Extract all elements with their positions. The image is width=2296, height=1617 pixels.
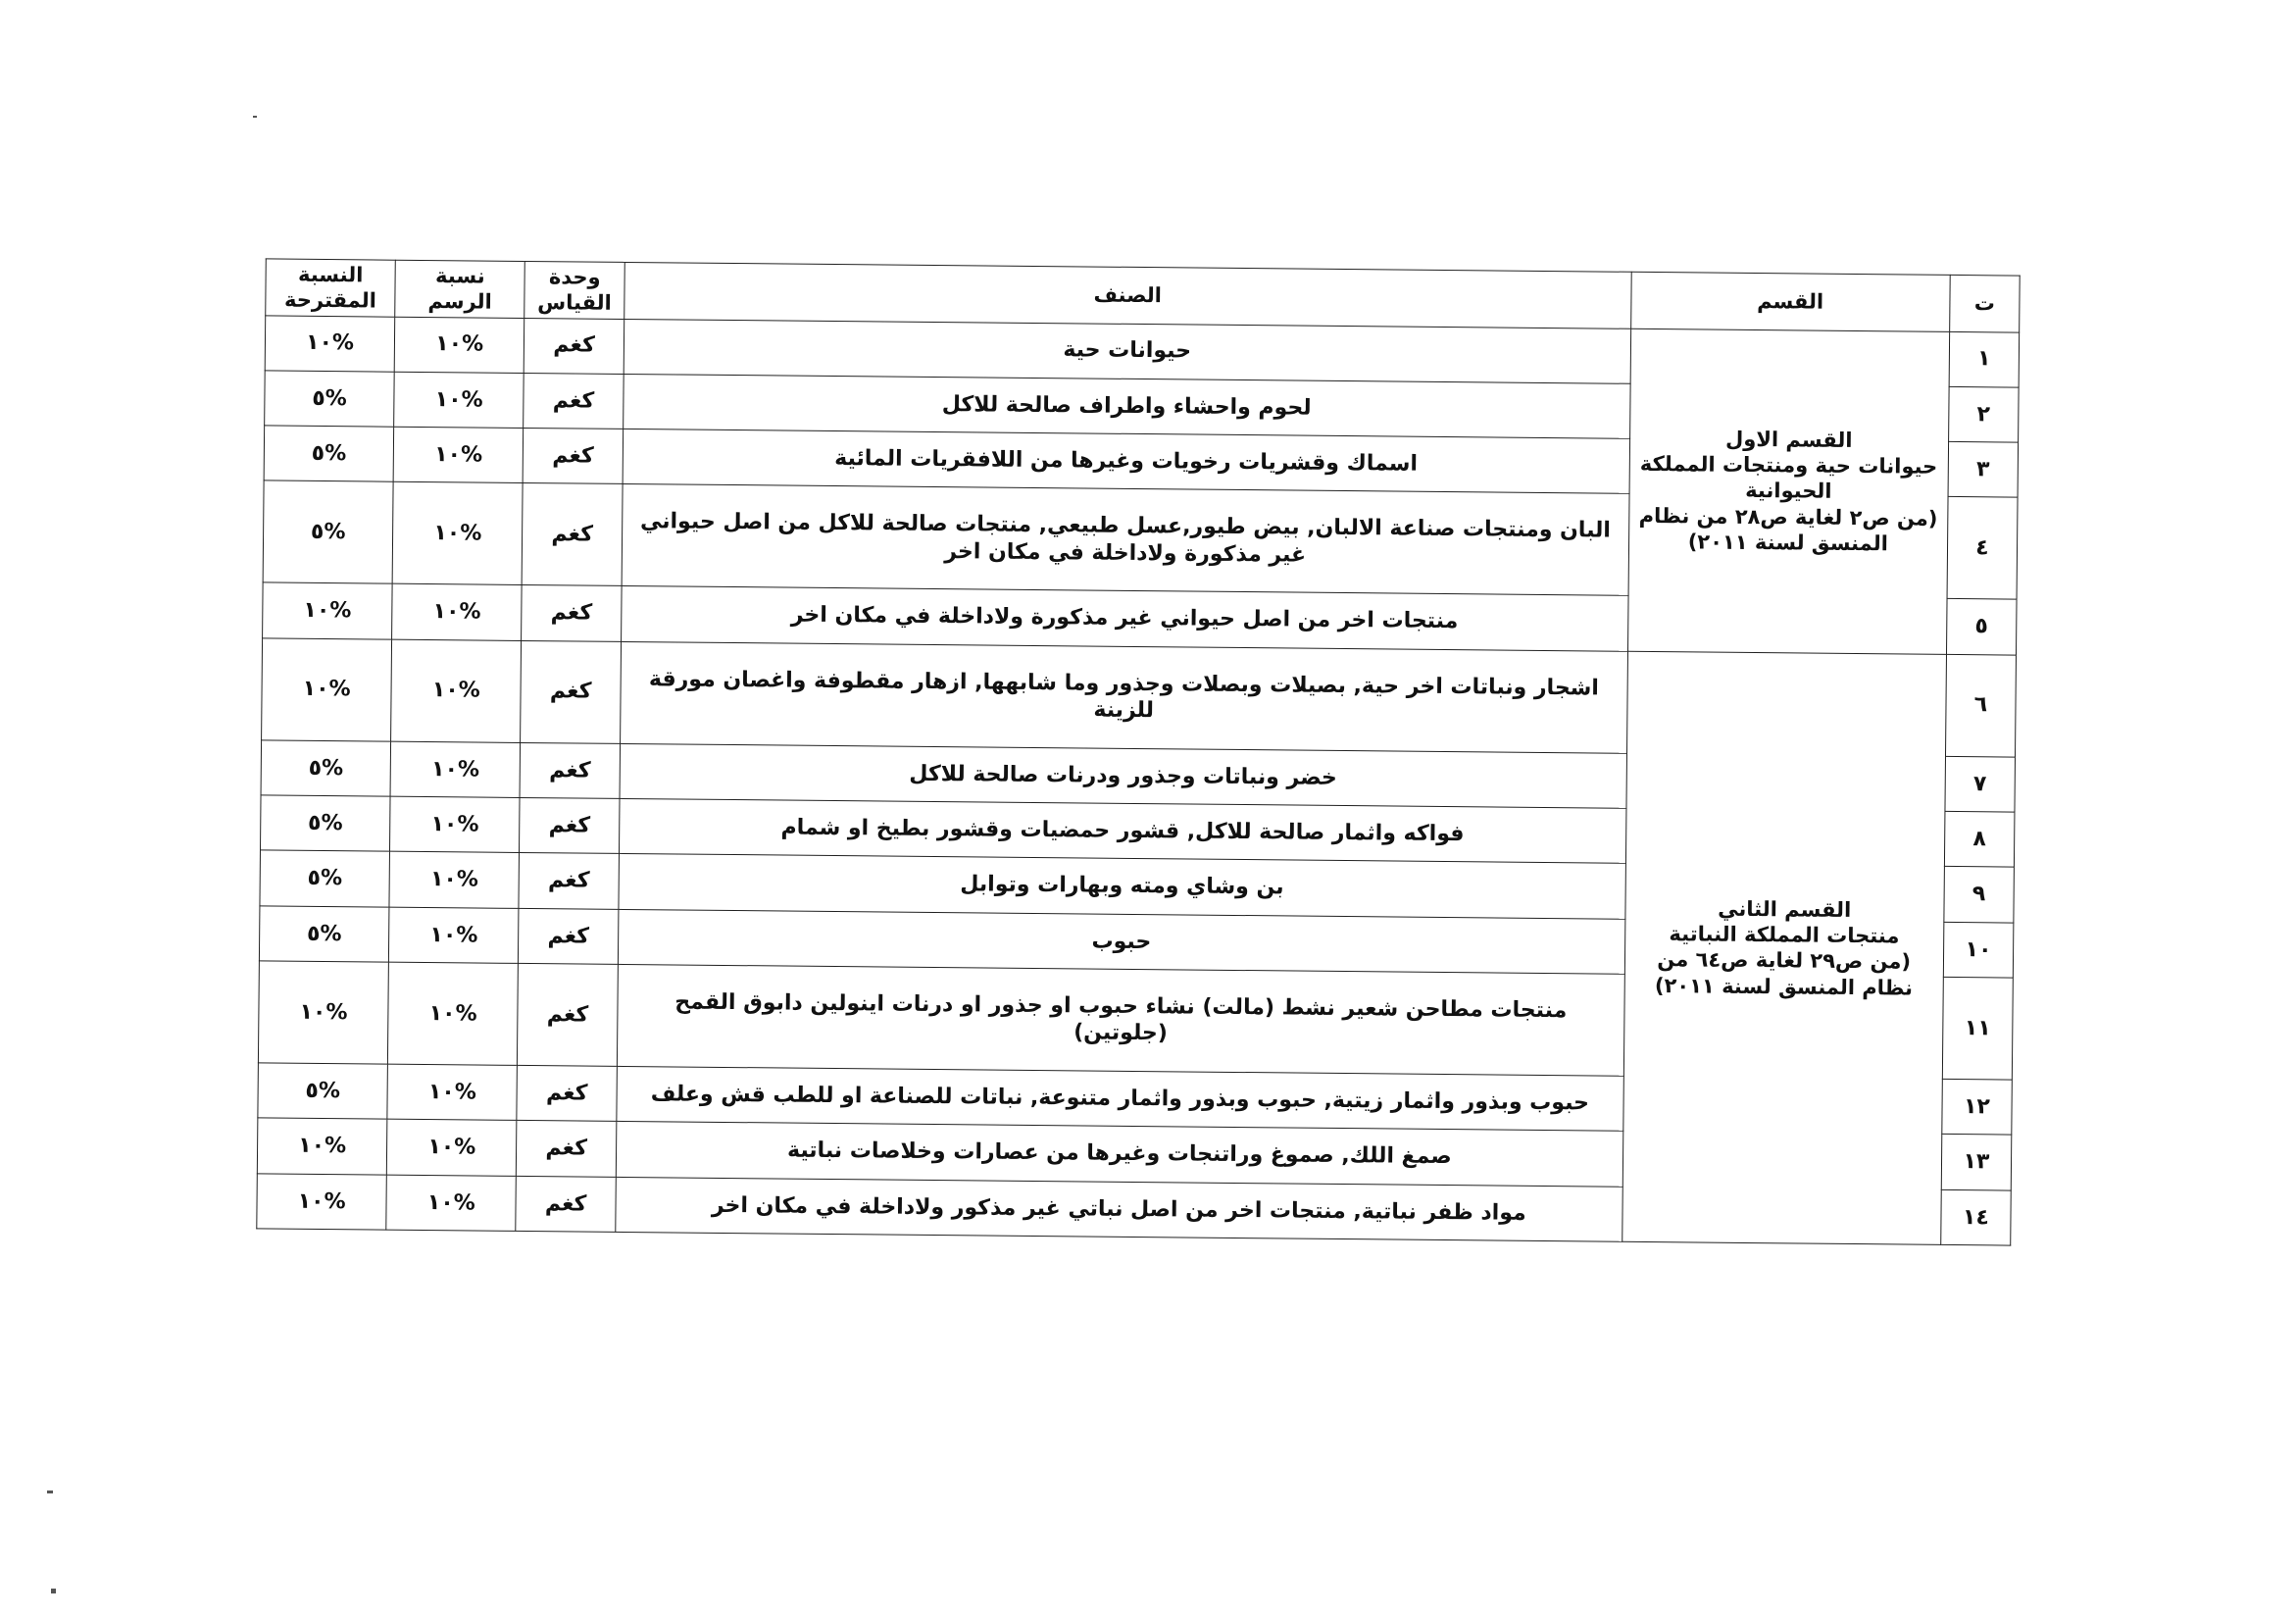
fee-rate-cell: %١٠ xyxy=(392,584,523,641)
fee-rate-cell: %١٠ xyxy=(390,796,521,853)
item-description: حبوب وبذور واثمار زيتية, حبوب وبذور واثمار متنوعة, نباتات للصناعة او للطب قش وعلف xyxy=(617,1066,1623,1131)
fee-rate-cell: %١٠ xyxy=(390,741,521,798)
unit-cell: كغم xyxy=(519,908,619,964)
proposed-rate-cell: %١٠ xyxy=(263,582,393,639)
row-number: ١١ xyxy=(1942,977,2013,1080)
item-description: البان ومنتجات صناعة الالبان, بيض طيور,عسل طبيعي, منتجات صالحة للاكل من اصل حيواني غير مذكورة ولاداخلة في مكان اخر xyxy=(622,484,1629,596)
section-name: القسم الثاني xyxy=(1718,896,1852,922)
row-number: ٣ xyxy=(1948,442,2019,498)
item-description: اسماك وقشريات رخويات وغيرها من اللافقريات المائية xyxy=(623,430,1629,494)
item-description: فواكه واثمار صالحة للاكل, قشور حمضيات وقشور بطيخ او شمام xyxy=(619,798,1625,863)
header-section: القسم xyxy=(1630,272,1950,331)
fee-rate-cell: %١٠ xyxy=(387,1119,518,1176)
section-range: (من ص٢٩ لغاية ص٦٤ من نظام المنسق لسنة ٢٠١١) xyxy=(1654,947,1914,1000)
scan-speck xyxy=(253,116,257,118)
scan-speck xyxy=(47,1491,53,1493)
tariff-table-wrapper xyxy=(256,258,2020,1245)
proposed-rate-cell: %١٠ xyxy=(262,638,392,741)
section-name: القسم الاول xyxy=(1724,427,1853,452)
header-item: الصنف xyxy=(624,262,1631,328)
proposed-rate-cell: %٥ xyxy=(260,850,390,907)
fee-rate-cell: %١٠ xyxy=(389,851,520,908)
item-description: بن وشاي ومته وبهارات وتوابل xyxy=(619,854,1625,919)
item-description: منتجات اخر من اصل حيواني غير مذكورة ولاداخلة في مكان اخر xyxy=(622,586,1628,651)
row-number: ١ xyxy=(1949,331,2020,387)
section-cell xyxy=(1627,328,1949,654)
row-number: ٨ xyxy=(1944,811,2015,867)
row-number: ٥ xyxy=(1946,599,2017,655)
unit-cell: كغم xyxy=(516,1176,616,1232)
table-body xyxy=(257,315,2020,1245)
unit-cell: كغم xyxy=(522,585,622,641)
fee-rate-cell: %١٠ xyxy=(392,482,523,585)
item-description: حيوانات حية xyxy=(624,319,1630,383)
unit-cell: كغم xyxy=(517,1065,617,1121)
row-number: ٩ xyxy=(1944,867,2015,923)
section-range: (من ص٢ لغاية ص٢٨ من نظام المنسق لسنة ٢٠١١) xyxy=(1638,503,1938,556)
header-no: ت xyxy=(1950,275,2021,331)
proposed-rate-cell: %٥ xyxy=(263,480,393,583)
item-description: لحوم واحشاء واطراف صالحة للاكل xyxy=(624,374,1630,438)
item-description: حبوب xyxy=(618,909,1624,974)
tariff-table xyxy=(256,258,2020,1245)
fee-rate-cell: %١٠ xyxy=(393,427,524,483)
row-number: ٢ xyxy=(1948,386,2019,442)
proposed-rate-cell: %٥ xyxy=(265,371,395,428)
unit-cell: كغم xyxy=(524,373,624,429)
item-description: خضر ونباتات وجذور ودرنات صالحة للاكل xyxy=(620,743,1626,808)
row-number: ١٣ xyxy=(1941,1135,2012,1190)
unit-cell: كغم xyxy=(521,640,622,743)
proposed-rate-cell: %١٠ xyxy=(257,1173,387,1230)
row-number: ٧ xyxy=(1945,756,2016,812)
item-description: اشجار ونباتات اخر حية, بصيلات وبصلات وجذور وما شابهها, ازهار مقطوفة واغصان مورقة للزينة xyxy=(621,641,1628,753)
row-number: ٦ xyxy=(1945,654,2016,757)
section-desc: حيوانات حية ومنتجات المملكة الحيوانية xyxy=(1639,452,1938,504)
header-unit: وحدة القياس xyxy=(524,261,624,318)
unit-cell: كغم xyxy=(517,1121,617,1177)
unit-cell: كغم xyxy=(518,963,619,1066)
unit-cell: كغم xyxy=(523,429,623,484)
row-number: ٤ xyxy=(1947,497,2018,600)
unit-cell: كغم xyxy=(520,742,620,798)
header-fee-rate: نسبة الرسم xyxy=(395,260,525,318)
row-number: ١٢ xyxy=(1942,1079,2013,1135)
unit-cell: كغم xyxy=(524,318,624,374)
section-desc: منتجات المملكة النباتية xyxy=(1669,922,1900,948)
fee-rate-cell: %١٠ xyxy=(394,372,524,429)
fee-rate-cell: %١٠ xyxy=(388,962,519,1065)
unit-cell: كغم xyxy=(522,483,623,586)
fee-rate-cell: %١٠ xyxy=(394,317,524,374)
item-description: صمغ اللك, صموغ وراتنجات وغيرها من عصارات وخلاصات نباتية xyxy=(616,1122,1622,1187)
unit-cell: كغم xyxy=(519,853,619,909)
table-row xyxy=(262,638,2017,757)
scan-speck xyxy=(51,1589,56,1593)
proposed-rate-cell: %١٠ xyxy=(258,961,388,1064)
header-proposed-rate: النسبة المقترحة xyxy=(266,259,396,317)
proposed-rate-cell: %٥ xyxy=(258,1063,388,1120)
item-description: منتجات مطاحن شعير نشط (مالت) نشاء حبوب او جذور او درنات اينولين دابوق القمح (جلوتين) xyxy=(617,964,1624,1076)
proposed-rate-cell: %٥ xyxy=(260,795,390,852)
proposed-rate-cell: %٥ xyxy=(264,426,394,482)
proposed-rate-cell: %١٠ xyxy=(257,1118,387,1175)
row-number: ١٤ xyxy=(1941,1189,2012,1245)
fee-rate-cell: %١٠ xyxy=(389,907,520,964)
proposed-rate-cell: %٥ xyxy=(261,740,391,797)
fee-rate-cell: %١٠ xyxy=(387,1064,518,1121)
fee-rate-cell: %١٠ xyxy=(391,639,522,742)
unit-cell: كغم xyxy=(520,797,620,853)
proposed-rate-cell: %٥ xyxy=(259,906,389,963)
section-cell xyxy=(1622,651,1946,1244)
row-number: ١٠ xyxy=(1943,922,2014,978)
fee-rate-cell: %١٠ xyxy=(386,1175,517,1232)
item-description: مواد ظفر نباتية, منتجات اخر من اصل نباتي غير مذكور ولاداخلة في مكان اخر xyxy=(616,1177,1622,1241)
proposed-rate-cell: %١٠ xyxy=(265,315,395,372)
